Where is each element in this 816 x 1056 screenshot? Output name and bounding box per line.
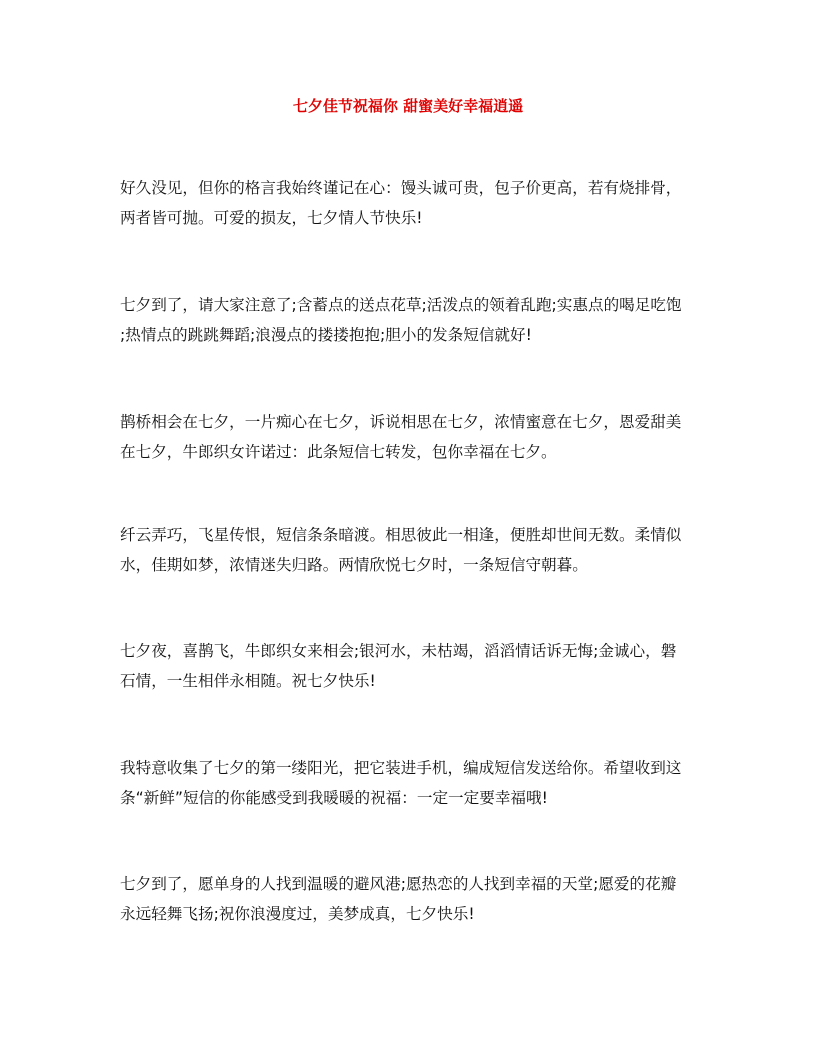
- paragraph-line: 七夕到了，请大家注意了;含蓄点的送点花草;活泼点的领着乱跑;实惠点的喝足吃饱: [120, 296, 682, 314]
- paragraph-line: 条“新鲜”短信的你能感受到我暖暖的祝福：一定一定要幸福哦!: [120, 789, 548, 807]
- paragraph-line: 好久没见，但你的格言我始终谨记在心：馒头诚可贵，包子价更高，若有烧排骨，: [120, 179, 682, 197]
- paragraph: [120, 753, 700, 813]
- paragraph-line: 在七夕，牛郎织女许诺过：此条短信七转发，包你幸福在七夕。: [120, 443, 557, 461]
- paragraph: [120, 636, 700, 696]
- page-title: 七夕佳节祝福你 甜蜜美好幸福逍遥: [292, 97, 524, 115]
- paragraph-line: 两者皆可抛。可爱的损友，七夕情人节快乐!: [120, 209, 423, 227]
- paragraph-line: 石情，一生相伴永相随。祝七夕快乐!: [120, 672, 376, 690]
- paragraph: [120, 407, 700, 467]
- paragraph-line: 七夕到了，愿单身的人找到温暖的避风港;愿热恋的人找到幸福的天堂;愿爱的花瓣: [120, 875, 677, 893]
- paragraph-line: 纤云弄巧，飞星传恨，短信条条暗渡。相思彼此一相逢，便胜却世间无数。柔情似: [120, 526, 682, 544]
- paragraph-line: 我特意收集了七夕的第一缕阳光，把它装进手机，编成短信发送给你。希望收到这: [120, 759, 682, 777]
- paragraph-line: ;热情点的跳跳舞蹈;浪漫点的搂搂抱抱;胆小的发条短信就好!: [120, 326, 532, 344]
- paragraph-line: 永远轻舞飞扬;祝你浪漫度过，美梦成真，七夕快乐!: [120, 905, 475, 923]
- paragraph: [120, 173, 700, 233]
- paragraph: [120, 869, 700, 929]
- paragraph: [120, 290, 700, 350]
- paragraph-line: 七夕夜，喜鹊飞，牛郎织女来相会;银河水，未枯竭，滔滔情话诉无悔;金诚心，磐: [120, 642, 677, 660]
- paragraph-line: 水，佳期如梦，浓情迷失归路。两情欣悦七夕时，一条短信守朝暮。: [120, 556, 588, 574]
- paragraph-line: 鹊桥相会在七夕，一片痴心在七夕，诉说相思在七夕，浓情蜜意在七夕，恩爱甜美: [120, 413, 682, 431]
- paragraph: [120, 520, 700, 580]
